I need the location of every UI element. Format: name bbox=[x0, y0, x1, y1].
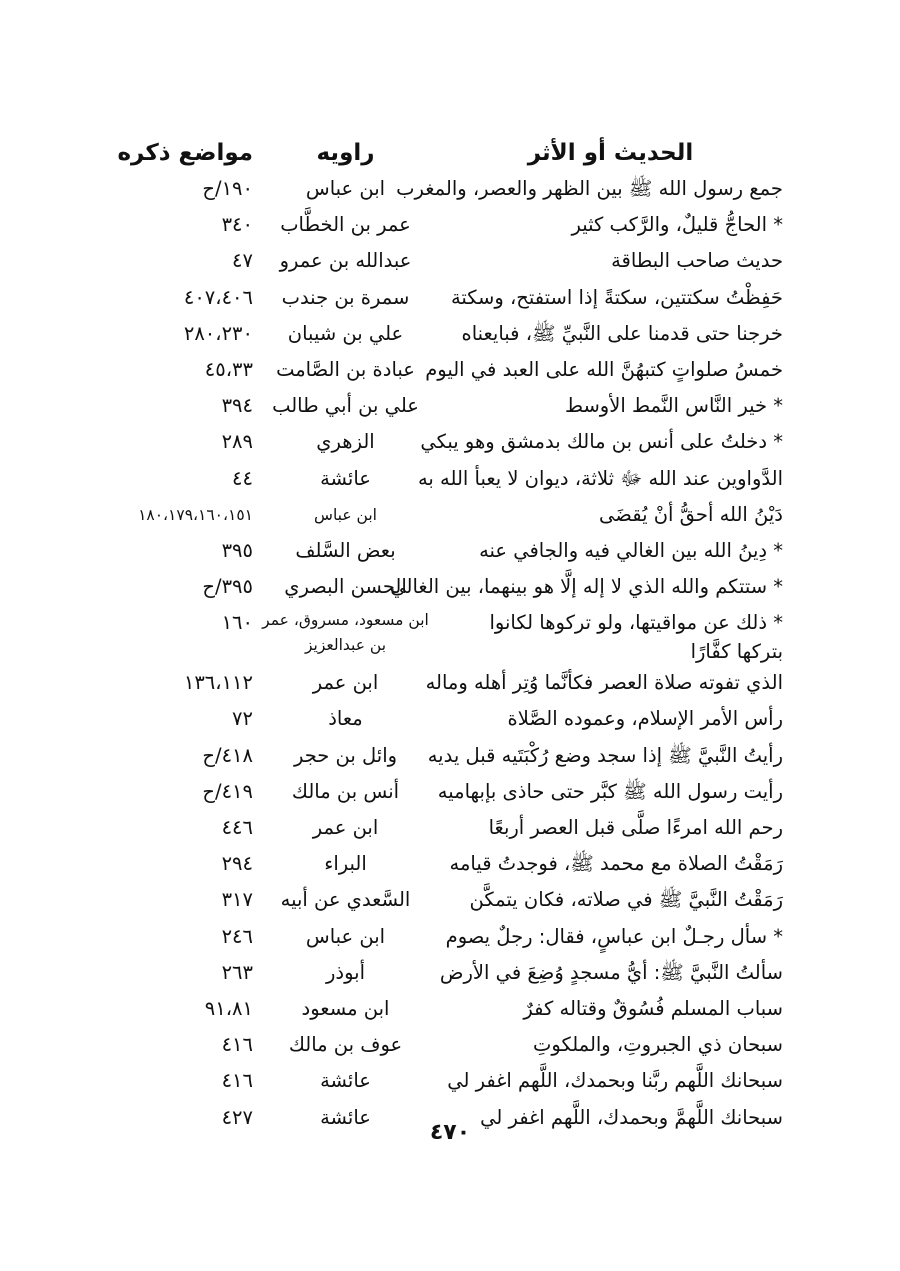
narrator-cell: أنس بن مالك bbox=[291, 779, 400, 803]
narrator-cell: ابن عمر bbox=[312, 816, 379, 839]
table-row bbox=[118, 355, 783, 391]
table-row bbox=[118, 1066, 783, 1102]
narrator-cell: سمرة بن جندب bbox=[281, 285, 410, 309]
places-cell: ٤١٩/ح bbox=[202, 779, 253, 803]
places-cell: ٣٩٥ bbox=[221, 538, 253, 562]
places-cell: ١٦٠ bbox=[221, 611, 253, 635]
hadith-cell: * دخلتُ على أنس بن مالك بدمشق وهو يبكي bbox=[420, 430, 783, 454]
table-body bbox=[118, 174, 783, 1139]
hadith-cell: رأس الأمر الإسلام، وعموده الصَّلاة bbox=[507, 707, 783, 731]
hadith-cell: سبحانك اللَّهمَّ وبحمدك، اللَّهم اغفر لي bbox=[480, 1105, 783, 1129]
table-row bbox=[118, 885, 783, 921]
narrator-cell: ابن عباس bbox=[305, 924, 386, 948]
table-row bbox=[118, 536, 783, 572]
narrator-cell: علي بن شيبان bbox=[287, 321, 404, 345]
narrator-cell: بعض السَّلف bbox=[295, 538, 396, 562]
table-row bbox=[118, 283, 783, 319]
table-row bbox=[118, 813, 783, 849]
places-cell: ٣٩٤ bbox=[221, 394, 253, 418]
places-cell: ٤١٦ bbox=[221, 1033, 253, 1057]
hadith-cell: خرجنا حتى قدمنا على النَّبيِّ ﷺ، فبايعناه bbox=[461, 321, 783, 345]
places-cell: ٤٥،٣٣ bbox=[204, 357, 253, 381]
narrator-cell: وائل بن حجر bbox=[293, 743, 398, 767]
narrator-cell: ابن عمر bbox=[312, 671, 379, 695]
table-row bbox=[118, 319, 783, 355]
hadith-cell: * سأل رجـلٌ ابن عباسٍ، فقال: رجلٌ يصوم bbox=[445, 924, 783, 948]
hadith-cell: * خير النَّاس النَّمط الأوسط bbox=[564, 394, 783, 418]
table-row bbox=[118, 174, 783, 210]
places-cell: ٩١،٨١ bbox=[204, 996, 253, 1020]
hadith-cell: سباب المسلم فُسُوقٌ وقتاله كفرٌ bbox=[523, 996, 783, 1020]
hadith-cell: الدَّواوين عند الله ﷻ ثلاثة، ديوان لا يعبأ الله به bbox=[417, 466, 783, 490]
hadith-cell: * الحاجُّ قليلٌ، والرَّكب كثير bbox=[571, 213, 783, 237]
table-row bbox=[118, 210, 783, 246]
header-places: مواضع ذكره bbox=[117, 140, 253, 166]
narrator-cell: السَّعدي عن أبيه bbox=[280, 888, 411, 912]
narrator-cell: عائشة bbox=[320, 466, 371, 490]
table-row bbox=[118, 668, 783, 704]
narrator-cell: ابن عباس bbox=[314, 505, 377, 524]
hadith-cell: * دِينُ الله بين الغالي فيه والجافي عنه bbox=[479, 538, 783, 562]
narrator-cell: ابن مسعود bbox=[301, 996, 390, 1020]
hadith-cell: دَيْنُ الله أحقُّ أنْ يُقضَى bbox=[599, 502, 783, 526]
narrator-cell: ابن عباس bbox=[305, 177, 386, 200]
table-row bbox=[118, 500, 783, 536]
places-cell: ٤٤٦ bbox=[221, 816, 253, 839]
places-cell: ٣١٧ bbox=[221, 888, 253, 912]
hadith-index-table bbox=[118, 136, 783, 1139]
table-row bbox=[118, 994, 783, 1030]
header-narrator: راويه bbox=[316, 140, 375, 166]
places-cell: ١٩٠/ح bbox=[202, 177, 253, 200]
places-cell: ٢٩٤ bbox=[221, 852, 253, 876]
hadith-cell: رحم الله امرءًا صلَّى قبل العصر أربعًا bbox=[488, 816, 783, 839]
table-row bbox=[118, 572, 783, 608]
table-row bbox=[118, 849, 783, 885]
places-cell: ٣٤٠ bbox=[221, 213, 253, 237]
places-cell: ٤٤ bbox=[232, 466, 253, 490]
table-row bbox=[118, 608, 783, 668]
table-row bbox=[118, 246, 783, 282]
places-cell: ٤١٨/ح bbox=[202, 743, 253, 767]
places-cell: ١٨٠،١٧٩،١٦٠،١٥١ bbox=[138, 505, 253, 524]
page-number: ٤٧٠ bbox=[429, 1120, 471, 1145]
table-header bbox=[118, 136, 783, 174]
narrator-cell: معاذ bbox=[328, 707, 363, 731]
places-cell: ١٣٦،١١٢ bbox=[183, 671, 253, 695]
narrator-cell: الزهري bbox=[316, 430, 375, 454]
places-cell: ٧٢ bbox=[232, 707, 253, 731]
hadith-cell: رأيتُ النَّبيَّ ﷺ إذا سجد وضع رُكْبَتَيه قبل يديه bbox=[427, 743, 783, 767]
hadith-cell: * ذلك عن مواقيتها، ولو تركوها لكانوا بتركها كفَّارًا bbox=[489, 611, 783, 664]
hadith-cell: سبحان ذي الجبروتِ، والملكوتِ bbox=[533, 1033, 783, 1057]
hadith-cell: رَمَقْتُ النَّبيَّ ﷺ في صلاته، فكان يتمكَّن bbox=[469, 888, 783, 912]
table-row bbox=[118, 391, 783, 427]
table-row bbox=[118, 777, 783, 813]
hadith-cell: رأيت رسول الله ﷺ كبَّر حتى حاذى بإبهاميه bbox=[437, 779, 783, 803]
narrator-cell: عمر بن الخطَّاب bbox=[280, 213, 411, 237]
hadith-cell: * ستتكم والله الذي لا إله إلَّا هو بينهما، بين الغالي bbox=[390, 575, 783, 599]
places-cell: ٤١٦ bbox=[221, 1069, 253, 1093]
table-row bbox=[118, 1030, 783, 1066]
hadith-cell: رَمَقْتُ الصلاة مع محمد ﷺ، فوجدتُ قيامه bbox=[449, 852, 783, 876]
places-cell: ٢٦٣ bbox=[221, 960, 253, 984]
narrator-cell: البراء bbox=[324, 852, 367, 876]
table-row bbox=[118, 741, 783, 777]
places-cell: ٤٠٧،٤٠٦ bbox=[183, 285, 253, 309]
hadith-cell: حَفِظْتُ سكتتين، سكتةً إذا استفتح، وسكتة bbox=[450, 285, 783, 309]
hadith-cell: حديث صاحب البطاقة bbox=[611, 249, 783, 273]
table-row bbox=[118, 958, 783, 994]
hadith-cell: سبحانك اللَّهم ربَّنا وبحمدك، اللَّهم اغفر لي bbox=[447, 1069, 783, 1093]
narrator-cell: عائشة bbox=[320, 1069, 371, 1093]
places-cell: ٢٨٠،٢٣٠ bbox=[183, 321, 253, 345]
table-row bbox=[118, 922, 783, 958]
table-row bbox=[118, 427, 783, 463]
narrator-cell: علي بن أبي طالب bbox=[272, 394, 419, 418]
header-hadith: الحديث أو الأثر bbox=[527, 140, 694, 166]
narrator-cell: عائشة bbox=[320, 1105, 371, 1129]
hadith-cell: خمسُ صلواتٍ كتبهُنَّ الله على العبد في اليوم bbox=[425, 357, 783, 381]
places-cell: ٤٢٧ bbox=[221, 1105, 253, 1129]
narrator-cell: عبادة بن الصَّامت bbox=[276, 357, 415, 381]
table-row bbox=[118, 464, 783, 500]
hadith-cell: جمع رسول الله ﷺ بين الظهر والعصر، والمغرب bbox=[396, 177, 783, 200]
narrator-cell: الحسن البصري bbox=[284, 575, 407, 599]
places-cell: ٢٨٩ bbox=[221, 430, 253, 454]
places-cell: ٤٧ bbox=[232, 249, 253, 273]
narrator-cell: عبدالله بن عمرو bbox=[279, 249, 412, 273]
narrator-cell: عوف بن مالك bbox=[288, 1033, 403, 1057]
hadith-cell: سألتُ النَّبيَّ ﷺ: أيُّ مسجدٍ وُضِعَ في الأرض bbox=[439, 960, 783, 984]
table-row bbox=[118, 704, 783, 740]
hadith-cell: الذي تفوته صلاة العصر فكأنَّما وُتِر أهله وماله bbox=[425, 671, 783, 695]
places-cell: ٣٩٥/ح bbox=[202, 575, 253, 599]
narrator-cell: ابن مسعود، مسروق، عمر بن عبدالعزيز bbox=[262, 611, 429, 655]
narrator-cell: أبوذر bbox=[325, 960, 366, 984]
places-cell: ٢٤٦ bbox=[221, 924, 253, 948]
